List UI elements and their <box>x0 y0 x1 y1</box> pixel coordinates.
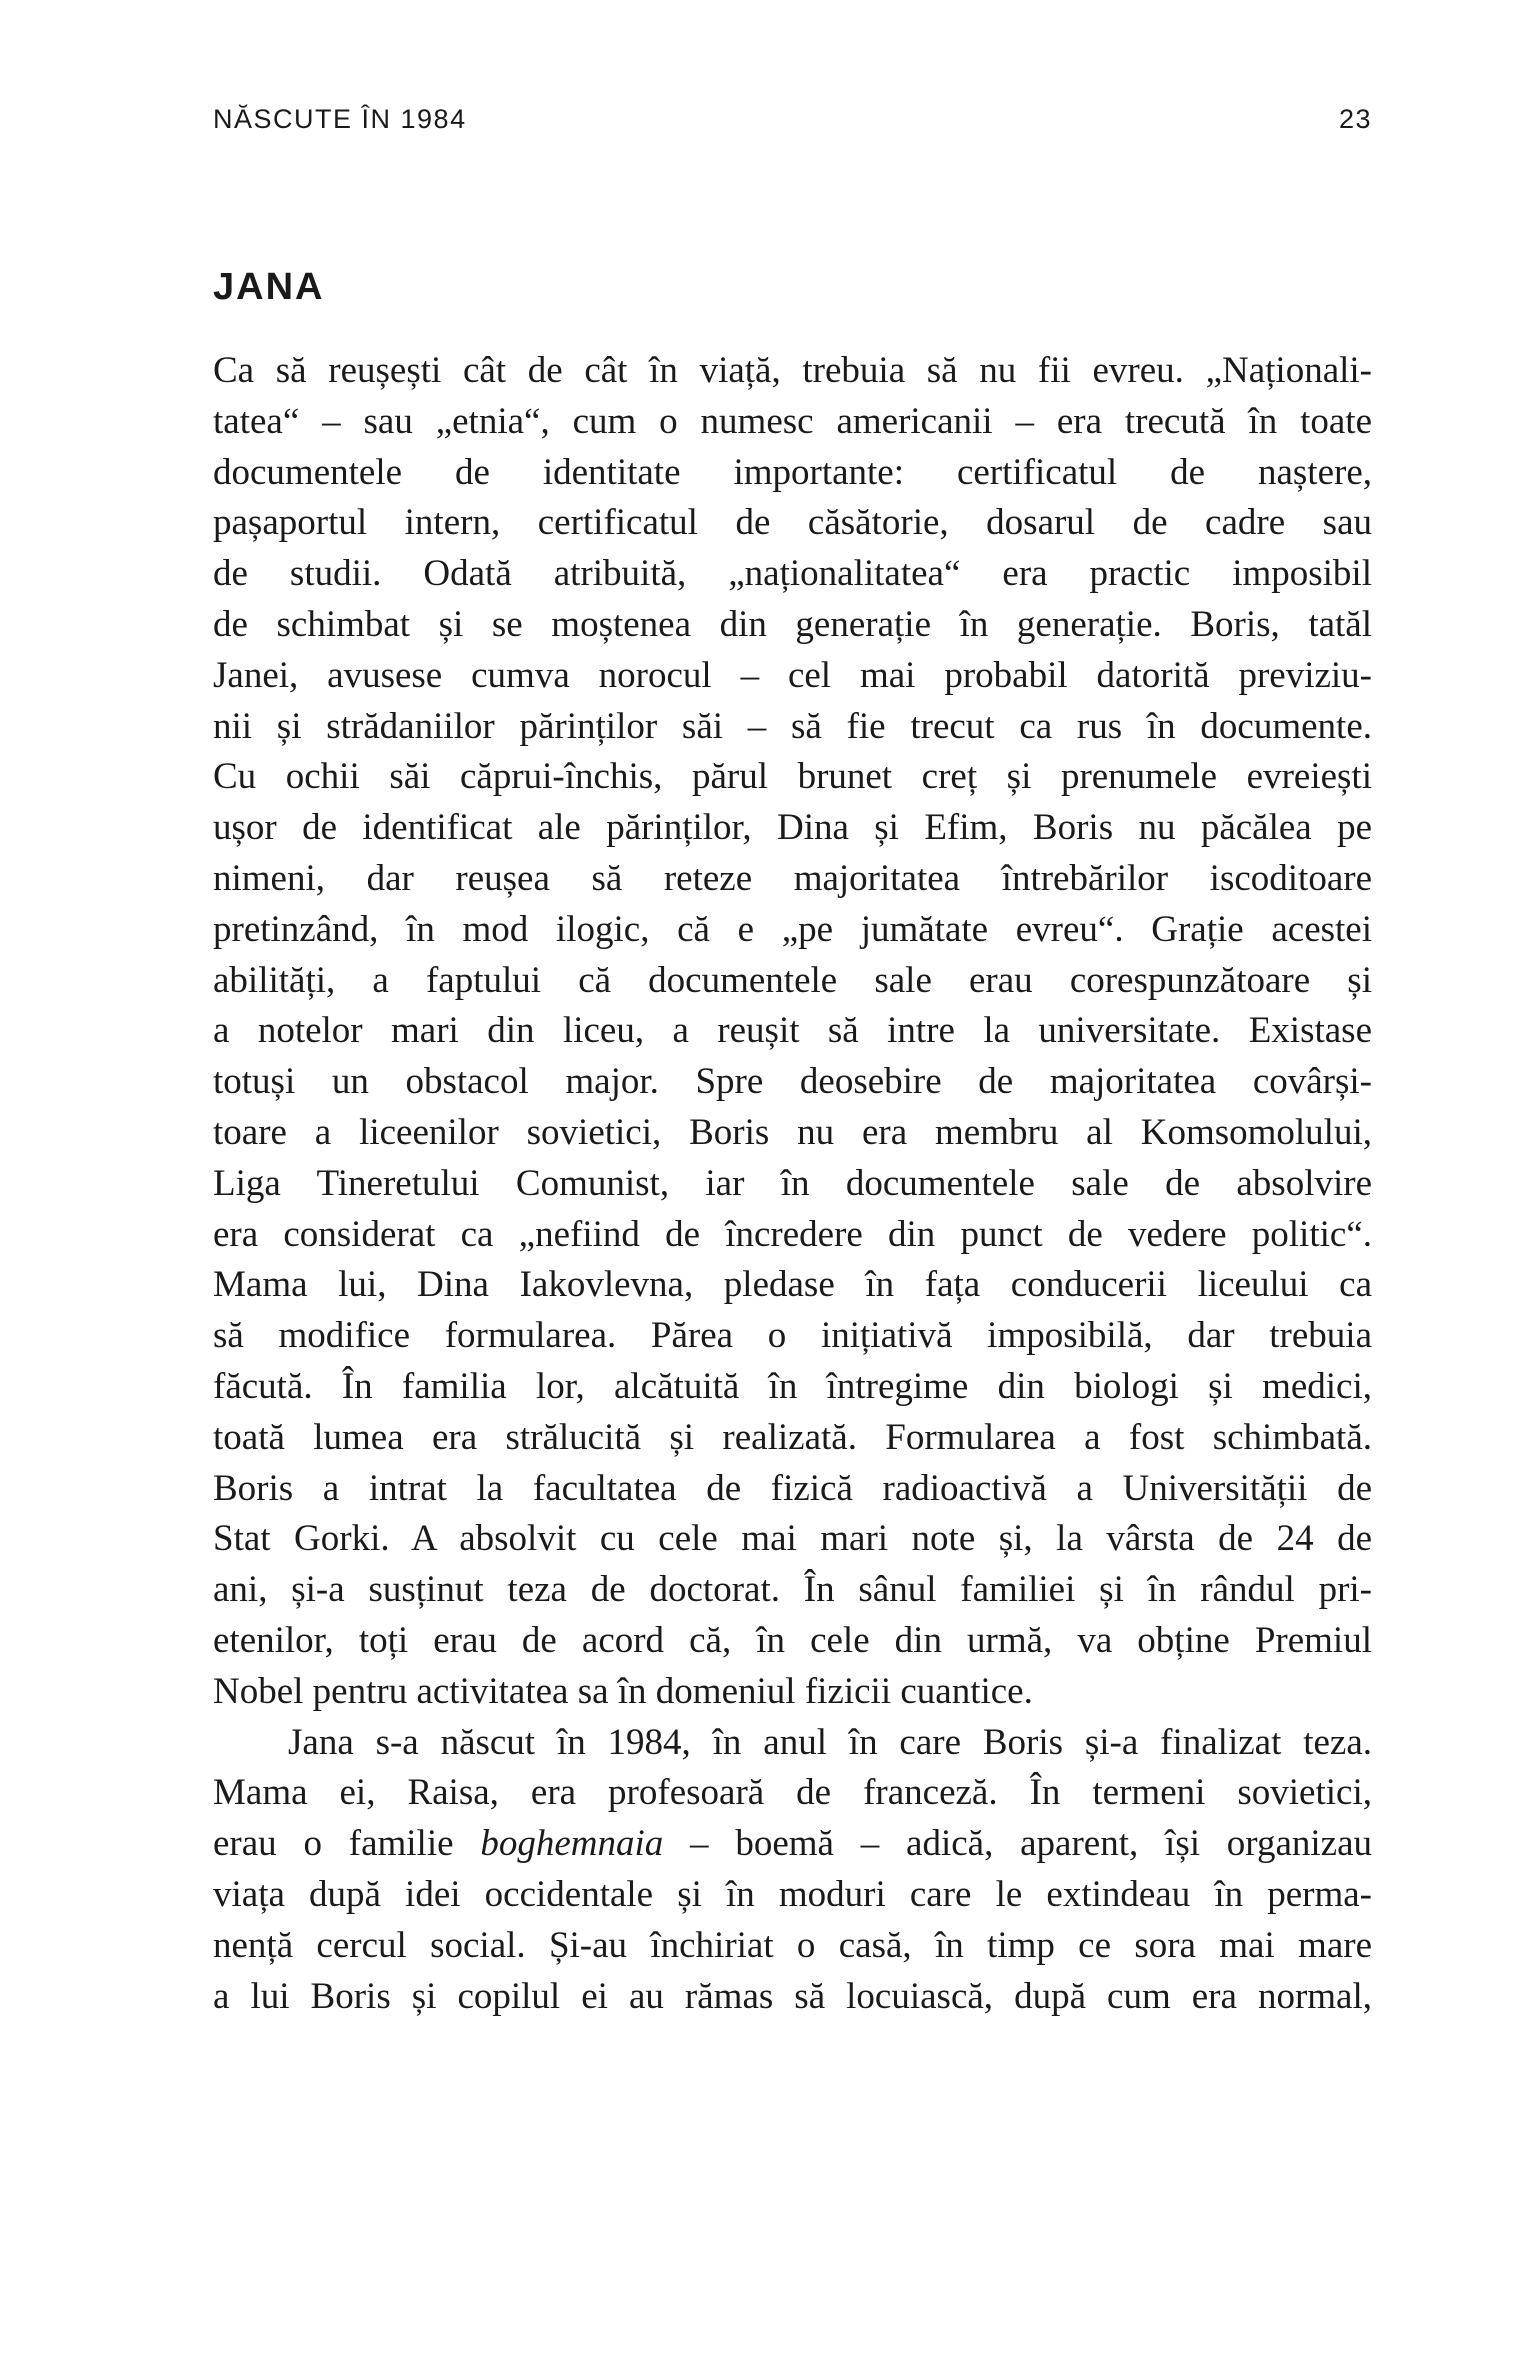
text-line: tatea“ – sau „etnia“, cum o numesc americanii – era trecută în toate <box>213 400 1372 442</box>
text-line: documentele de identitate importante: certificatul de naștere, <box>213 451 1372 493</box>
running-header <box>213 104 1372 135</box>
chapter-title: JANA <box>213 266 325 308</box>
text-line: pretinzând, în mod ilogic, că e „pe jumătate evreu“. Grație acestei <box>213 908 1372 950</box>
text-line: etenilor, toți erau de acord că, în cele din urmă, va obține Premiul <box>213 1619 1372 1661</box>
text-line: nimeni, dar reușea să reteze majoritatea întrebărilor iscoditoare <box>213 857 1372 899</box>
running-title: NĂSCUTE ÎN 1984 <box>213 104 467 134</box>
text-line: Boris a intrat la facultatea de fizică radioactivă a Universității de <box>213 1467 1372 1509</box>
text-line: Janei, avusese cumva norocul – cel mai probabil datorită previziu- <box>213 654 1372 696</box>
text-line: făcută. În familia lor, alcătuită în întregime din biologi și medici, <box>213 1365 1372 1407</box>
italic-term: boghemnaia <box>480 1823 664 1865</box>
page-number: 23 <box>1338 104 1372 134</box>
text-line: totuși un obstacol major. Spre deosebire de majoritatea covârși- <box>213 1061 1372 1103</box>
text-segment: – boemă – adică, aparent, își organizau <box>663 1823 1372 1865</box>
text-line: pașaportul intern, certificatul de căsătorie, dosarul de cadre sau <box>213 502 1372 544</box>
text-line: de schimbat și se moștenea din generație în generație. Boris, tatăl <box>213 603 1372 645</box>
text-line: nii și strădaniilor părinților săi – să fie trecut ca rus în documente. <box>213 705 1372 747</box>
paragraph-2 <box>213 1718 1372 2023</box>
text-line-with-italic <box>213 1819 1372 1870</box>
text-line: de studii. Odată atribuită, „naționalitatea“ era practic imposibil <box>213 553 1372 595</box>
text-line: toată lumea era strălucită și realizată. Formularea a fost schimbată. <box>213 1416 1372 1458</box>
text-line: Ca să reușești cât de cât în viață, trebuia să nu fii evreu. „Naționali- <box>213 350 1372 391</box>
text-line: Nobel pentru activitatea sa în domeniul fizicii cuantice. <box>213 1670 1033 1712</box>
text-line: abilități, a faptului că documentele sale erau corespunzătoare și <box>213 959 1372 1001</box>
body-text <box>213 346 1372 2022</box>
text-line: să modifice formularea. Părea o inițiativă imposibilă, dar trebuia <box>213 1315 1372 1357</box>
text-line: ușor de identificat ale părinților, Dina și Efim, Boris nu păcălea pe <box>213 807 1372 849</box>
text-line: Mama ei, Raisa, era profesoară de franceză. În termeni sovietici, <box>213 1772 1372 1814</box>
text-line: Mama lui, Dina Iakovlevna, pledase în fața conducerii liceului ca <box>213 1264 1372 1306</box>
text-line: Jana s-a născut în 1984, în anul în care Boris și-a finalizat teza. <box>288 1721 1372 1763</box>
text-line: toare a liceenilor sovietici, Boris nu era membru al Komsomolului, <box>213 1111 1372 1153</box>
text-line: Stat Gorki. A absolvit cu cele mai mari note și, la vârsta de 24 de <box>213 1518 1372 1560</box>
text-line: viața după idei occidentale și în moduri care le extindeau în perma- <box>213 1873 1372 1915</box>
text-line: a lui Boris și copilul ei au rămas să locuiască, după cum era normal, <box>213 1975 1372 2017</box>
paragraph-1 <box>213 346 1372 1718</box>
text-line: Cu ochii săi căprui-închis, părul brunet creț și prenumele evreiești <box>213 756 1372 798</box>
text-line: Liga Tineretului Comunist, iar în documentele sale de absolvire <box>213 1162 1372 1204</box>
text-line: era considerat ca „nefiind de încredere din punct de vedere politic“. <box>213 1213 1372 1255</box>
text-line: ani, și-a susținut teza de doctorat. În sânul familiei și în rândul pri- <box>213 1569 1372 1611</box>
text-segment: erau o familie <box>213 1823 481 1865</box>
text-line: a notelor mari din liceu, a reușit să intre la universitate. Existase <box>213 1010 1372 1052</box>
text-line: nență cercul social. Și-au închiriat o casă, în timp ce sora mai mare <box>213 1924 1372 1966</box>
